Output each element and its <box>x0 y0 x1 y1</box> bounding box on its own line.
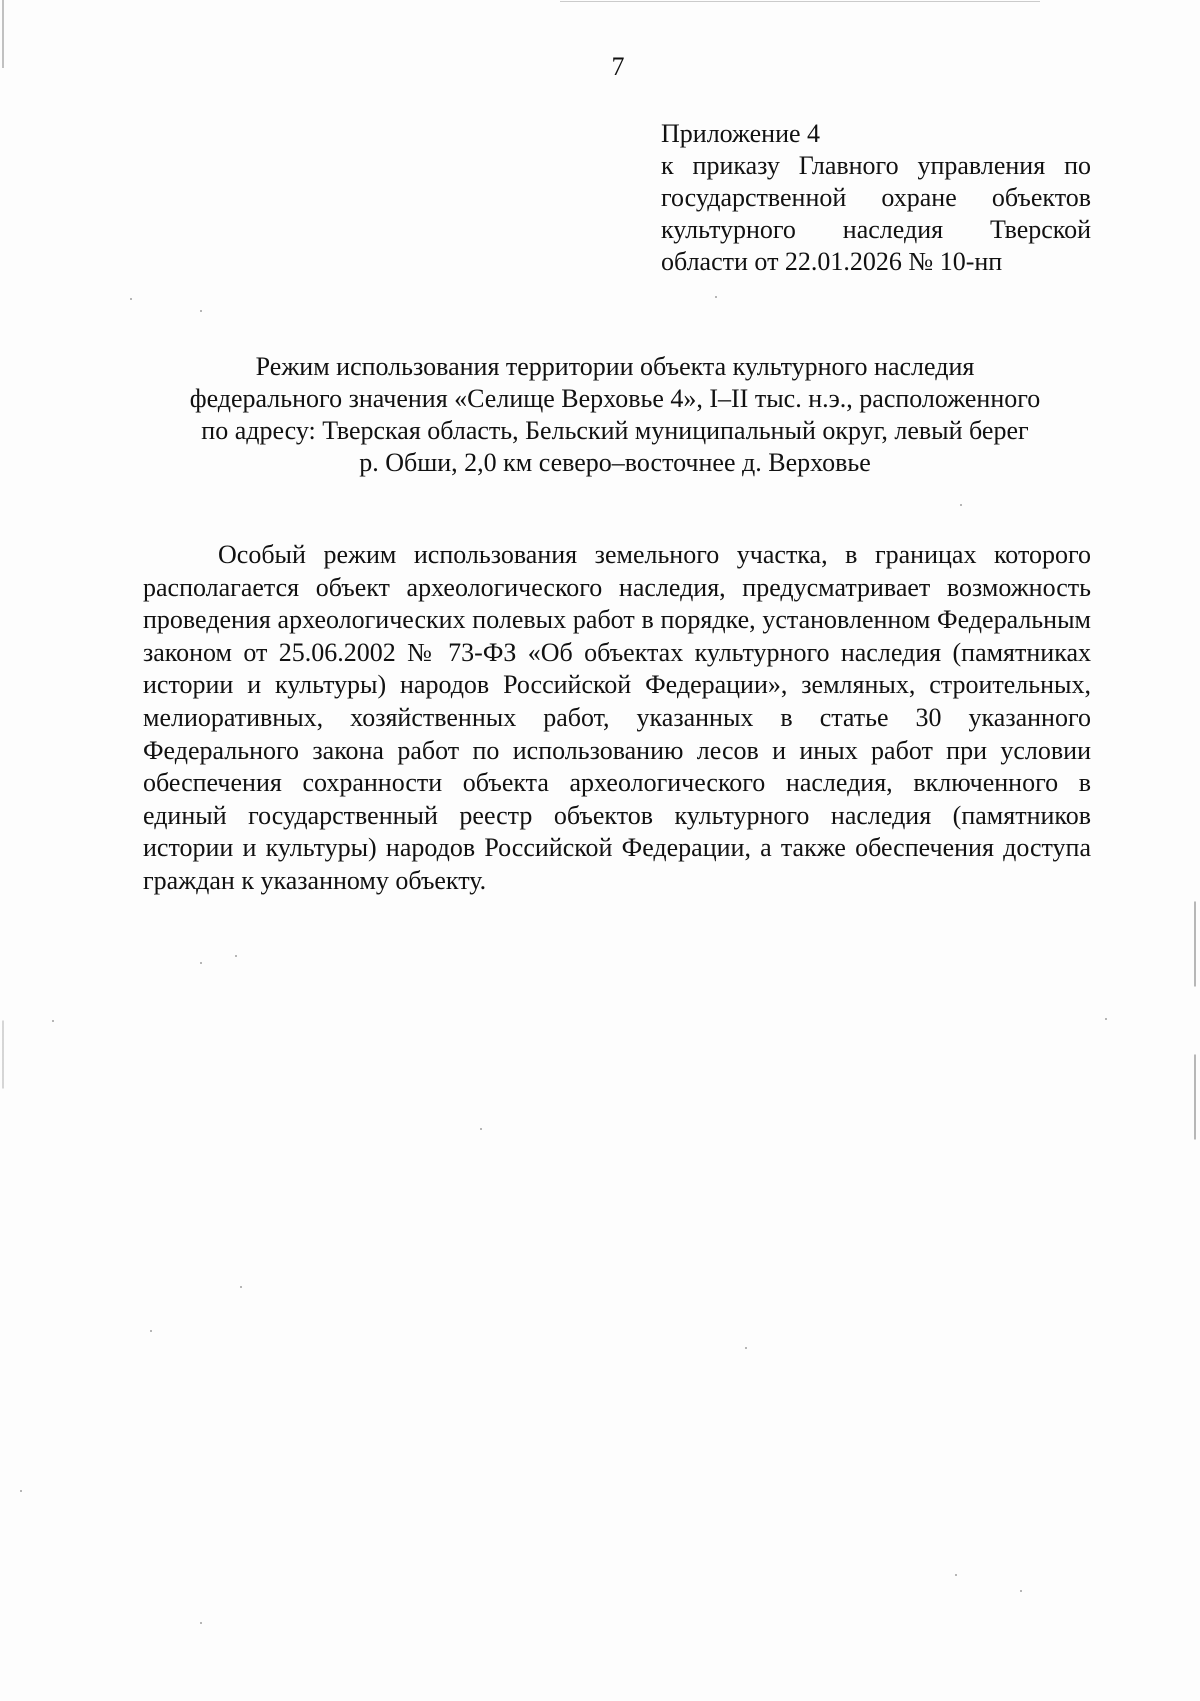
scan-speck <box>1105 1018 1107 1020</box>
scan-edge-top <box>560 1 1040 2</box>
scan-speck <box>200 310 202 312</box>
scan-edge-right <box>1194 0 1196 1701</box>
heading-line: р. Обши, 2,0 км северо–восточнее д. Верховье <box>359 448 871 477</box>
scan-speck <box>955 1574 957 1576</box>
scan-speck <box>960 504 962 506</box>
scan-speck <box>745 1347 747 1349</box>
scan-speck <box>715 296 717 298</box>
heading-line: по адресу: Тверская область, Бельский муниципальный округ, левый берег <box>201 416 1029 445</box>
scan-speck <box>130 298 132 300</box>
heading-line: федерального значения «Селище Верховье 4», I–II тыс. н.э., расположенного <box>189 384 1041 413</box>
document-heading <box>130 351 1100 479</box>
appendix-block <box>661 118 1091 278</box>
scan-speck <box>20 1490 22 1492</box>
scan-speck <box>200 962 202 964</box>
scan-speck <box>240 1286 242 1288</box>
page-number: 7 <box>611 52 625 81</box>
scan-edge-left <box>2 0 4 1701</box>
heading-line: Режим использования территории объекта культурного наследия <box>255 352 975 381</box>
scan-speck <box>150 1330 152 1332</box>
scan-speck <box>480 1128 482 1130</box>
appendix-title: Приложение 4 <box>661 119 821 148</box>
scan-speck <box>1020 1590 1022 1592</box>
appendix-reference: к приказу Главного управления по государственной охране объектов культурного наследия Тверской области от 22.01.2026 № 10-нп <box>661 151 1091 276</box>
body-paragraph: Особый режим использования земельного участка, в границах которого располагается объект археологического наследия, предусматривает возможность проведения археологических полевых работ в порядке, установленном Федеральным законом от 25.06.2002 № 73-ФЗ «Об объектах культурного наследия (памятниках истории и культуры) народов Российской Федерации», земляных, строительных, мелиоративных, хозяйственных работ, указанных в статье 30 указанного Федерального закона работ по использованию лесов и иных работ при условии обеспечения сохранности объекта археологического наследия, включенного в единый государственный реестр объектов культурного наследия (памятников истории и культуры) народов Российской Федерации, а также обеспечения доступа граждан к указанному объекту. <box>143 540 1091 895</box>
scan-speck <box>52 1020 54 1022</box>
scan-speck <box>200 1622 202 1624</box>
scan-speck <box>235 955 237 957</box>
